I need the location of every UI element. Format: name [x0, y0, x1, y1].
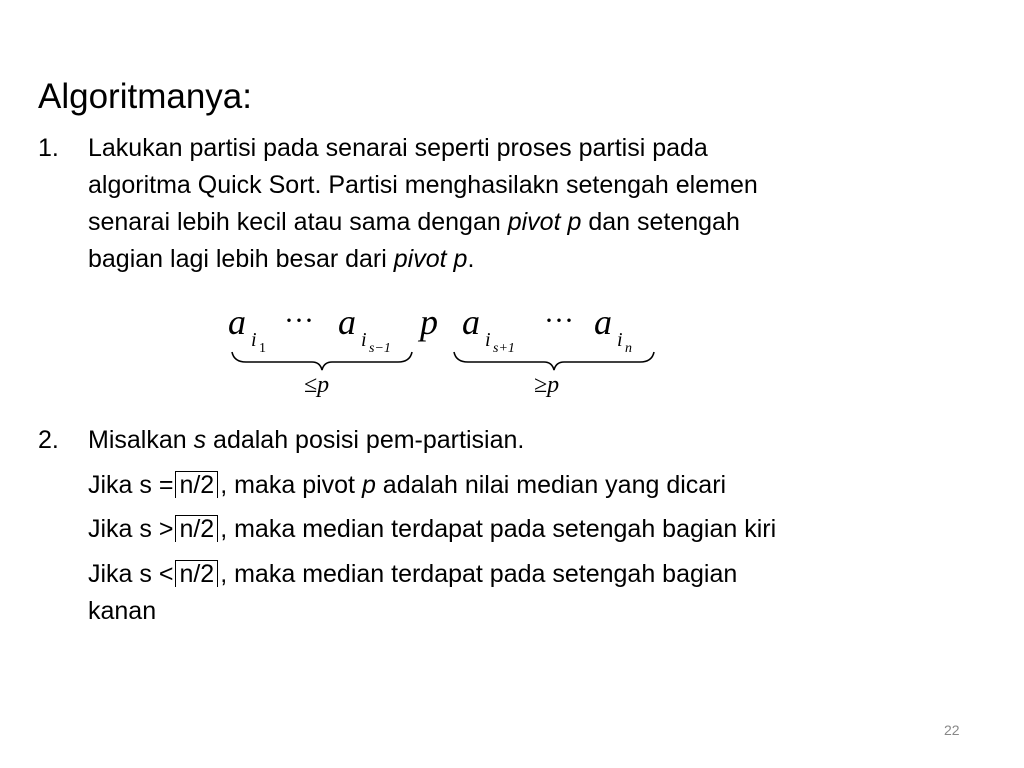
formula-sub-i: i [617, 329, 623, 351]
partition-formula [222, 296, 662, 406]
slide-title: Algoritmanya: [38, 77, 252, 116]
formula-sub-s-plus-1: s+1 [493, 341, 515, 356]
step-1-text [88, 130, 988, 278]
step-1-line-4-text: bagian lagi lebih besar dari [88, 245, 394, 273]
formula-pivot-p: p [420, 302, 438, 342]
case-greater-tail: , maka median terdapat pada setengah bagian kiri [220, 515, 777, 543]
case-equal-text: Jika s = [88, 471, 174, 499]
page-number: 22 [944, 722, 960, 738]
formula-a-is-plus-1: a [462, 302, 480, 342]
case-less-line-2: kanan [88, 597, 157, 625]
step-1-line-3-tail: dan setengah [581, 208, 740, 236]
formula-sub-s-minus-1: s−1 [369, 341, 391, 356]
case-equal-mid: , maka pivot [220, 471, 362, 499]
formula-a-in: a [594, 302, 612, 342]
case-equal-tail: adalah nilai median yang dicari [375, 471, 727, 499]
step-2-number: 2. [38, 426, 59, 454]
formula-sub-i: i [251, 329, 257, 351]
pivot-term: pivot p [507, 208, 582, 236]
pivot-term: p [361, 471, 376, 499]
formula-sub-i: i [361, 329, 367, 351]
formula-dots-left: ··· [284, 304, 314, 337]
case-less-text: Jika s < [88, 560, 174, 588]
case-less-line-1 [88, 556, 988, 593]
step-1-line-2: algoritma Quick Sort. Partisi menghasilakn setengah elemen [88, 171, 758, 199]
left-label-le-p: ≤p [304, 372, 330, 398]
formula-sub-n: n [625, 341, 632, 356]
step-1-number: 1. [38, 134, 59, 162]
step-2-line-1-text: Misalkan [88, 426, 194, 454]
step-1-line-1: Lakukan partisi pada senarai seperti proses partisi pada [88, 134, 708, 162]
step-1-line-3 [88, 204, 988, 241]
step-2-text [88, 422, 988, 459]
case-greater-text: Jika s > [88, 515, 174, 543]
pivot-term: pivot p [393, 245, 468, 273]
formula-sub-1: 1 [259, 341, 266, 356]
step-1-line-3-text: senarai lebih kecil atau sama dengan [88, 208, 508, 236]
formula-sub-i: i [485, 329, 491, 351]
ceiling-n-half: n/2 [175, 471, 218, 498]
step-2-line-1-tail: adalah posisi pem-partisian. [206, 426, 525, 454]
case-greater-line [88, 511, 988, 548]
right-label-ge-p: ≥p [534, 372, 560, 398]
formula-dots-right: ··· [544, 304, 574, 337]
case-greater [88, 511, 988, 548]
case-less-tail: , maka median terdapat pada setengah bagian [220, 560, 738, 588]
formula-a-i1: a [228, 302, 246, 342]
right-underbrace [454, 352, 654, 370]
case-equal [88, 467, 988, 504]
case-less [88, 556, 988, 630]
formula-a-is-minus-1: a [338, 302, 356, 342]
variable-s: s [193, 426, 207, 454]
ceiling-n-half: n/2 [175, 560, 218, 587]
step-2-line-1 [88, 422, 988, 459]
step-1-line-4-tail: . [467, 245, 475, 273]
case-equal-line [88, 467, 988, 504]
ceiling-n-half: n/2 [175, 515, 218, 542]
step-1-line-4 [88, 241, 988, 278]
